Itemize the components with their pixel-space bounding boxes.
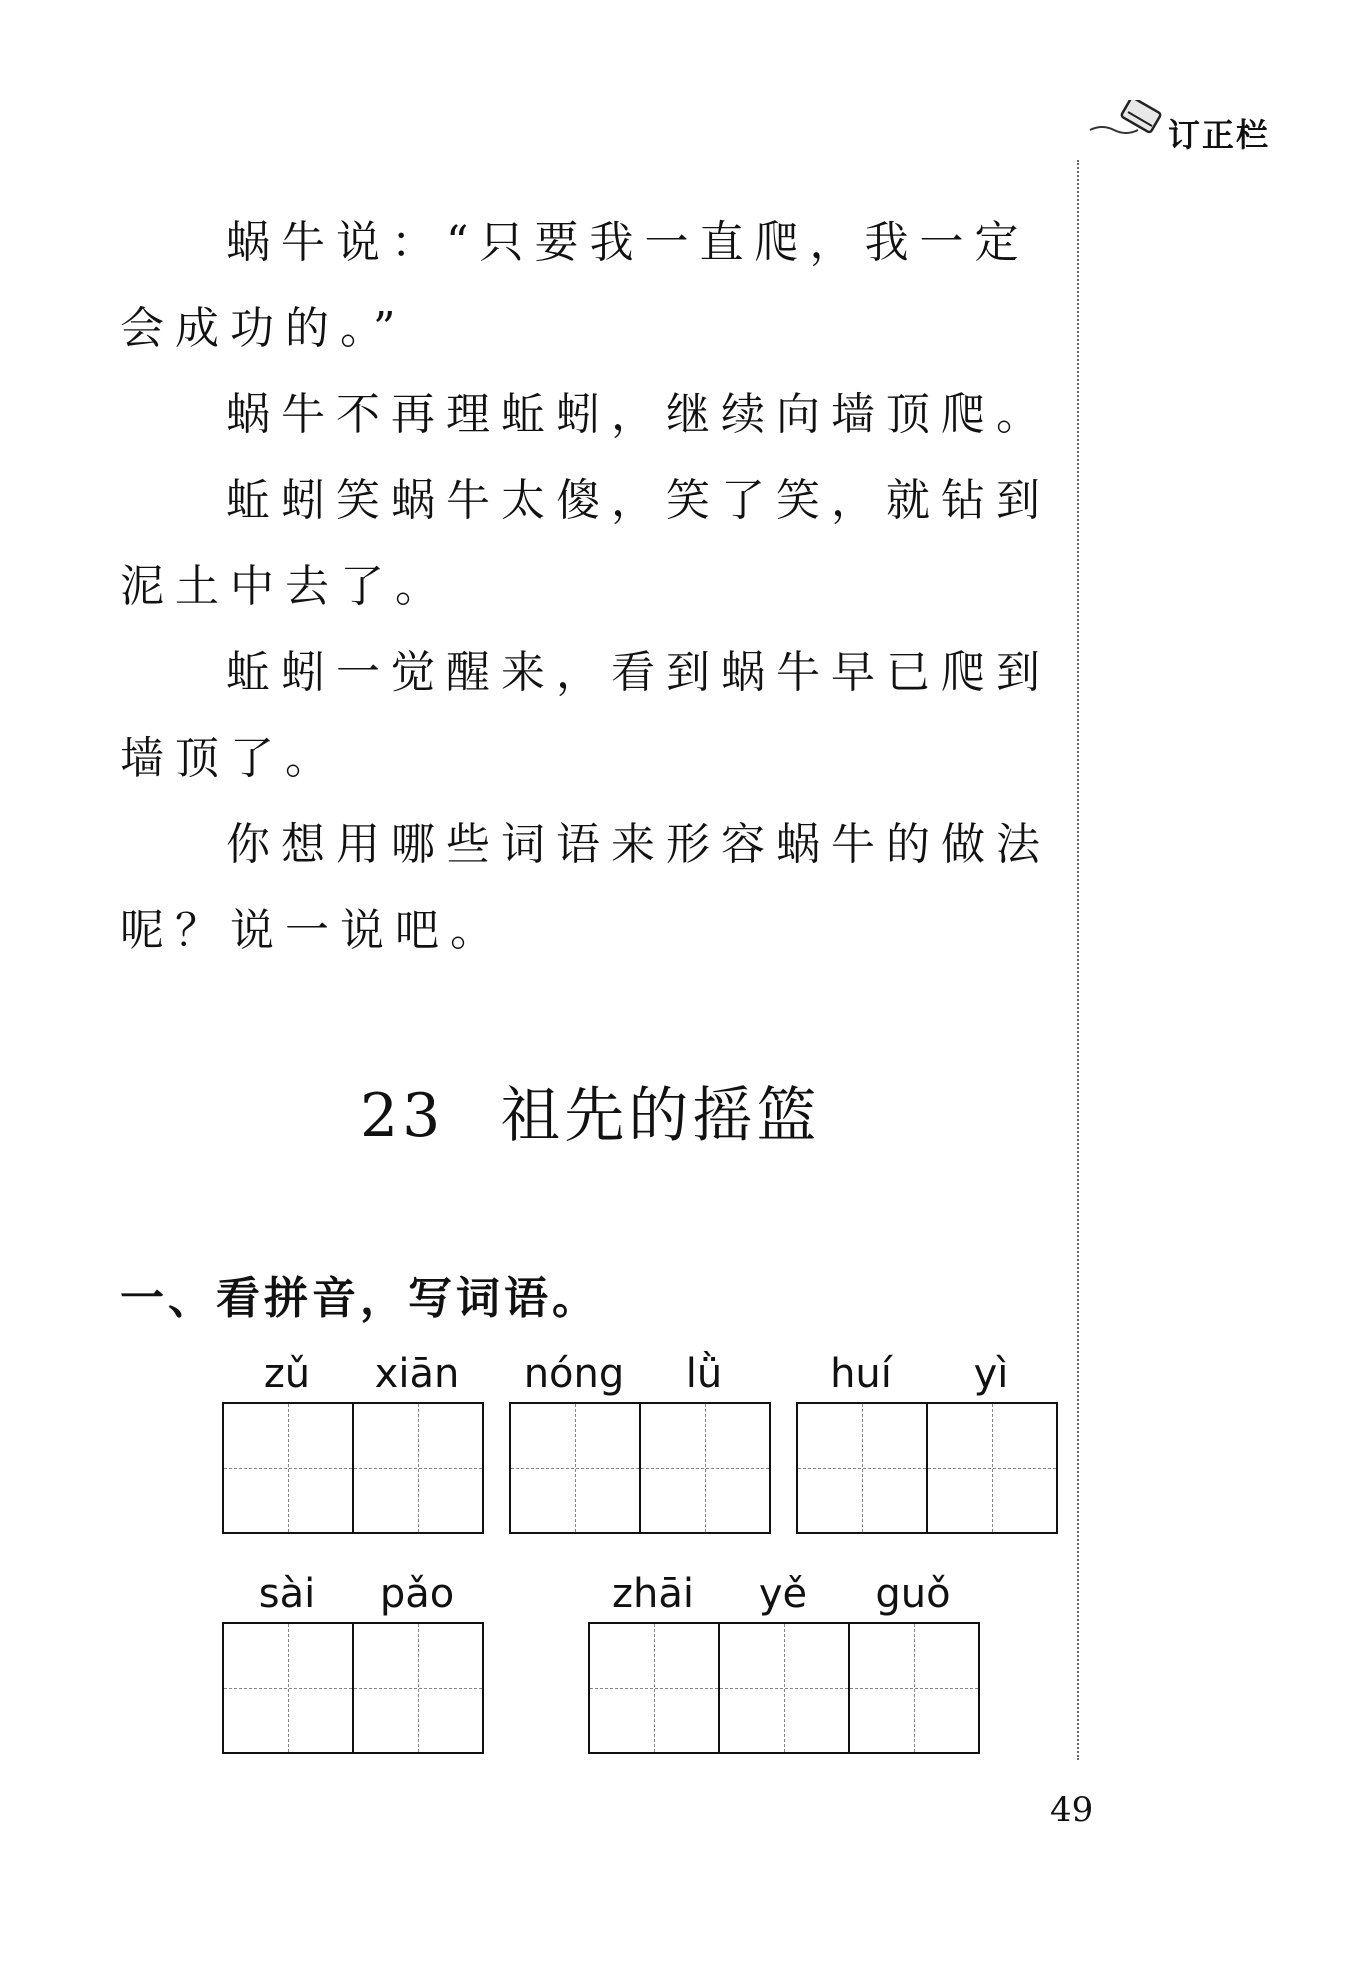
- pinyin-label: zhāi: [612, 1571, 694, 1617]
- lesson-title: [360, 1068, 820, 1154]
- word-writing-group: [509, 1346, 771, 1534]
- writing-cell[interactable]: [352, 1404, 482, 1532]
- tianzige-box-row: [588, 1622, 980, 1754]
- reading-passage: [120, 200, 1060, 974]
- pinyin-label: zǔ: [263, 1351, 311, 1397]
- pinyin-label: pǎo: [379, 1571, 455, 1617]
- word-writing-group: [222, 1346, 484, 1534]
- writing-cell[interactable]: [511, 1404, 639, 1532]
- pinyin-label: guǒ: [875, 1571, 951, 1617]
- tianzige-box-row: [222, 1402, 484, 1534]
- pinyin-label: nóng: [523, 1351, 625, 1397]
- writing-cell[interactable]: [798, 1404, 926, 1532]
- writing-cell[interactable]: [926, 1404, 1056, 1532]
- pinyin-label: yě: [758, 1571, 808, 1617]
- tianzige-box-row: [222, 1622, 484, 1754]
- pinyin-label: yì: [973, 1351, 1009, 1397]
- writing-cell[interactable]: [590, 1624, 718, 1752]
- passage-paragraph: 蚯蚓一觉醒来，看到蜗牛早已爬到墙顶了。: [120, 647, 1051, 784]
- passage-paragraph: 蚯蚓笑蜗牛太傻，笑了笑，就钻到泥土中去了。: [120, 475, 1051, 612]
- correction-margin-divider: [1077, 160, 1079, 1760]
- discussion-question: 你想用哪些词语来形容蜗牛的做法呢？说一说吧。: [120, 819, 1051, 956]
- writing-cell[interactable]: [224, 1404, 352, 1532]
- correction-column-label: 订正栏: [1168, 116, 1271, 154]
- eraser-icon: [1088, 100, 1178, 150]
- page-number: 49: [1050, 1790, 1094, 1830]
- correction-column-header: [1088, 100, 1318, 160]
- writing-cell[interactable]: [352, 1624, 482, 1752]
- passage-paragraph: 蜗牛说：“只要我一直爬，我一定会成功的。”: [120, 217, 1030, 354]
- pinyin-label: lǜ: [685, 1351, 723, 1397]
- word-writing-group: [222, 1566, 484, 1754]
- writing-cell[interactable]: [639, 1404, 769, 1532]
- pinyin-label: sài: [258, 1571, 316, 1617]
- tianzige-box-row: [509, 1402, 771, 1534]
- writing-cell[interactable]: [848, 1624, 978, 1752]
- writing-cell[interactable]: [718, 1624, 848, 1752]
- word-writing-group: [796, 1346, 1058, 1534]
- passage-paragraph: 蜗牛不再理蚯蚓，继续向墙顶爬。: [226, 389, 1051, 440]
- tianzige-box-row: [796, 1402, 1058, 1534]
- lesson-number: 23: [360, 1081, 445, 1151]
- lesson-name: 祖先的摇篮: [500, 1081, 821, 1151]
- pinyin-label: huí: [830, 1351, 892, 1397]
- writing-cell[interactable]: [224, 1624, 352, 1752]
- word-writing-group: [588, 1566, 980, 1754]
- pinyin-label: xiān: [374, 1351, 460, 1397]
- exercise-heading: 一、看拼音，写词语。: [120, 1273, 600, 1324]
